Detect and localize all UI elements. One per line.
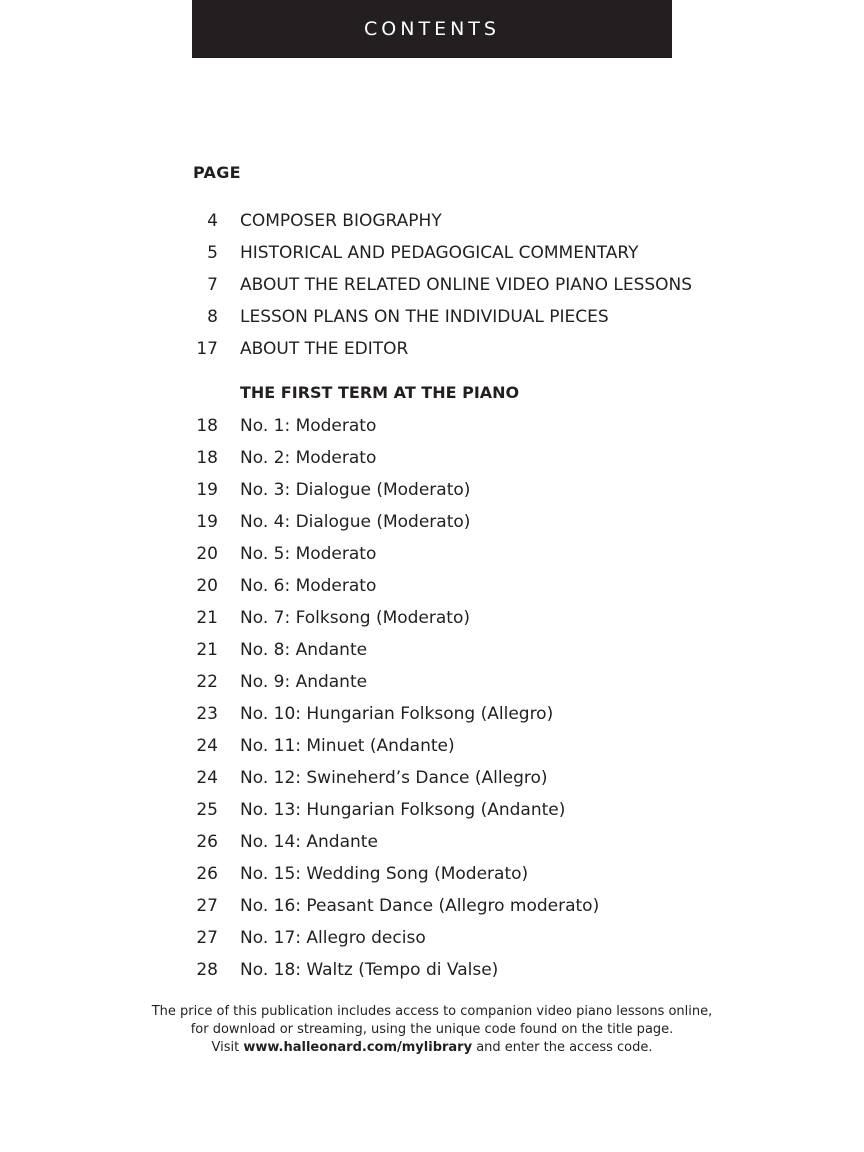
contents-title: CONTENTS: [364, 18, 500, 40]
toc-entry-title: No. 2: Moderato: [240, 448, 377, 468]
toc-entry-title: COMPOSER BIOGRAPHY: [240, 211, 442, 231]
toc-entry-title: No. 6: Moderato: [240, 576, 377, 596]
toc-entry: [0, 606, 864, 630]
toc-entry-title: LESSON PLANS ON THE INDIVIDUAL PIECES: [240, 307, 609, 327]
toc-entry: [0, 510, 864, 534]
toc-entry: [0, 478, 864, 502]
toc-page-number: 19: [196, 512, 218, 532]
toc-page-number: 4: [207, 211, 218, 231]
toc-entry-title: No. 9: Andante: [240, 672, 368, 692]
toc-page-number: 8: [207, 307, 218, 327]
toc-page-number: 23: [196, 704, 218, 724]
toc-entry-title: HISTORICAL AND PEDAGOGICAL COMMENTARY: [240, 243, 639, 263]
toc-entry: [0, 414, 864, 438]
toc-entry-title: No. 18: Waltz (Tempo di Valse): [240, 960, 499, 980]
access-notice: [0, 1003, 864, 1057]
toc-entry: [0, 830, 864, 854]
toc-entry-title: ABOUT THE RELATED ONLINE VIDEO PIANO LESSONS: [240, 275, 693, 295]
toc-entry: [0, 894, 864, 918]
toc-entry: [0, 798, 864, 822]
contents-header: [192, 0, 672, 58]
toc-entry: [0, 702, 864, 726]
toc-page-number: 20: [196, 576, 218, 596]
toc-page-number: 28: [196, 960, 218, 980]
toc-page-number: 17: [196, 339, 218, 359]
toc-entry: [0, 241, 864, 265]
toc-page-number: 19: [196, 480, 218, 500]
toc-entry: [0, 574, 864, 598]
toc-entry-title: No. 1: Moderato: [240, 416, 377, 436]
toc-entry-title: No. 16: Peasant Dance (Allegro moderato): [240, 896, 600, 916]
toc-entry-title: No. 3: Dialogue (Moderato): [240, 480, 471, 500]
toc-page-number: 18: [196, 448, 218, 468]
toc-entry-title: No. 17: Allegro deciso: [240, 928, 426, 948]
toc-entry: [0, 670, 864, 694]
toc-entry-title: No. 4: Dialogue (Moderato): [240, 512, 471, 532]
toc-page-number: 18: [196, 416, 218, 436]
visit-prefix: Visit: [211, 1040, 244, 1055]
toc-entry-title: No. 13: Hungarian Folksong (Andante): [240, 800, 566, 820]
toc-page-number: 7: [207, 275, 218, 295]
toc-page-number: 22: [196, 672, 218, 692]
toc-entry: [0, 926, 864, 950]
toc-page-number: 26: [196, 832, 218, 852]
toc-page-number: 27: [196, 928, 218, 948]
access-notice-line: [0, 1039, 864, 1057]
toc-entry: [0, 273, 864, 297]
toc-entry-title: ABOUT THE EDITOR: [240, 339, 409, 359]
toc-entry-title: No. 11: Minuet (Andante): [240, 736, 455, 756]
toc-entry: [0, 542, 864, 566]
toc-entry-title: No. 5: Moderato: [240, 544, 377, 564]
toc-entry: [0, 958, 864, 982]
toc-page-number: 21: [196, 608, 218, 628]
toc-entry: [0, 734, 864, 758]
toc-page-number: 21: [196, 640, 218, 660]
toc-page-number: 24: [196, 736, 218, 756]
toc-page-number: 27: [196, 896, 218, 916]
toc-page-number: 25: [196, 800, 218, 820]
toc-entry: [0, 766, 864, 790]
access-notice-line: The price of this publication includes access to companion video piano lessons online,: [151, 1004, 713, 1019]
toc-entry-title: No. 8: Andante: [240, 640, 368, 660]
toc-page-number: 20: [196, 544, 218, 564]
toc-page-number: 26: [196, 864, 218, 884]
toc-page-number: 24: [196, 768, 218, 788]
toc-entry: [0, 638, 864, 662]
library-url-link[interactable]: www.halleonard.com/mylibrary: [243, 1040, 473, 1055]
toc-entry-title: No. 10: Hungarian Folksong (Allegro): [240, 704, 554, 724]
toc-entry: [0, 337, 864, 361]
access-notice-line: for download or streaming, using the unique code found on the title page.: [190, 1022, 674, 1037]
toc-entry-title: No. 14: Andante: [240, 832, 378, 852]
toc-entry-title: No. 12: Swineherd’s Dance (Allegro): [240, 768, 548, 788]
section-heading: THE FIRST TERM AT THE PIANO: [240, 383, 520, 402]
toc-entry-title: No. 15: Wedding Song (Moderato): [240, 864, 529, 884]
toc-entry-title: No. 7: Folksong (Moderato): [240, 608, 470, 628]
page-column-label: PAGE: [193, 163, 241, 182]
toc-entry: [0, 446, 864, 470]
toc-entry: [0, 862, 864, 886]
visit-suffix: and enter the access code.: [472, 1040, 653, 1055]
toc-entry: [0, 209, 864, 233]
toc-entry: [0, 305, 864, 329]
toc-page-number: 5: [207, 243, 218, 263]
